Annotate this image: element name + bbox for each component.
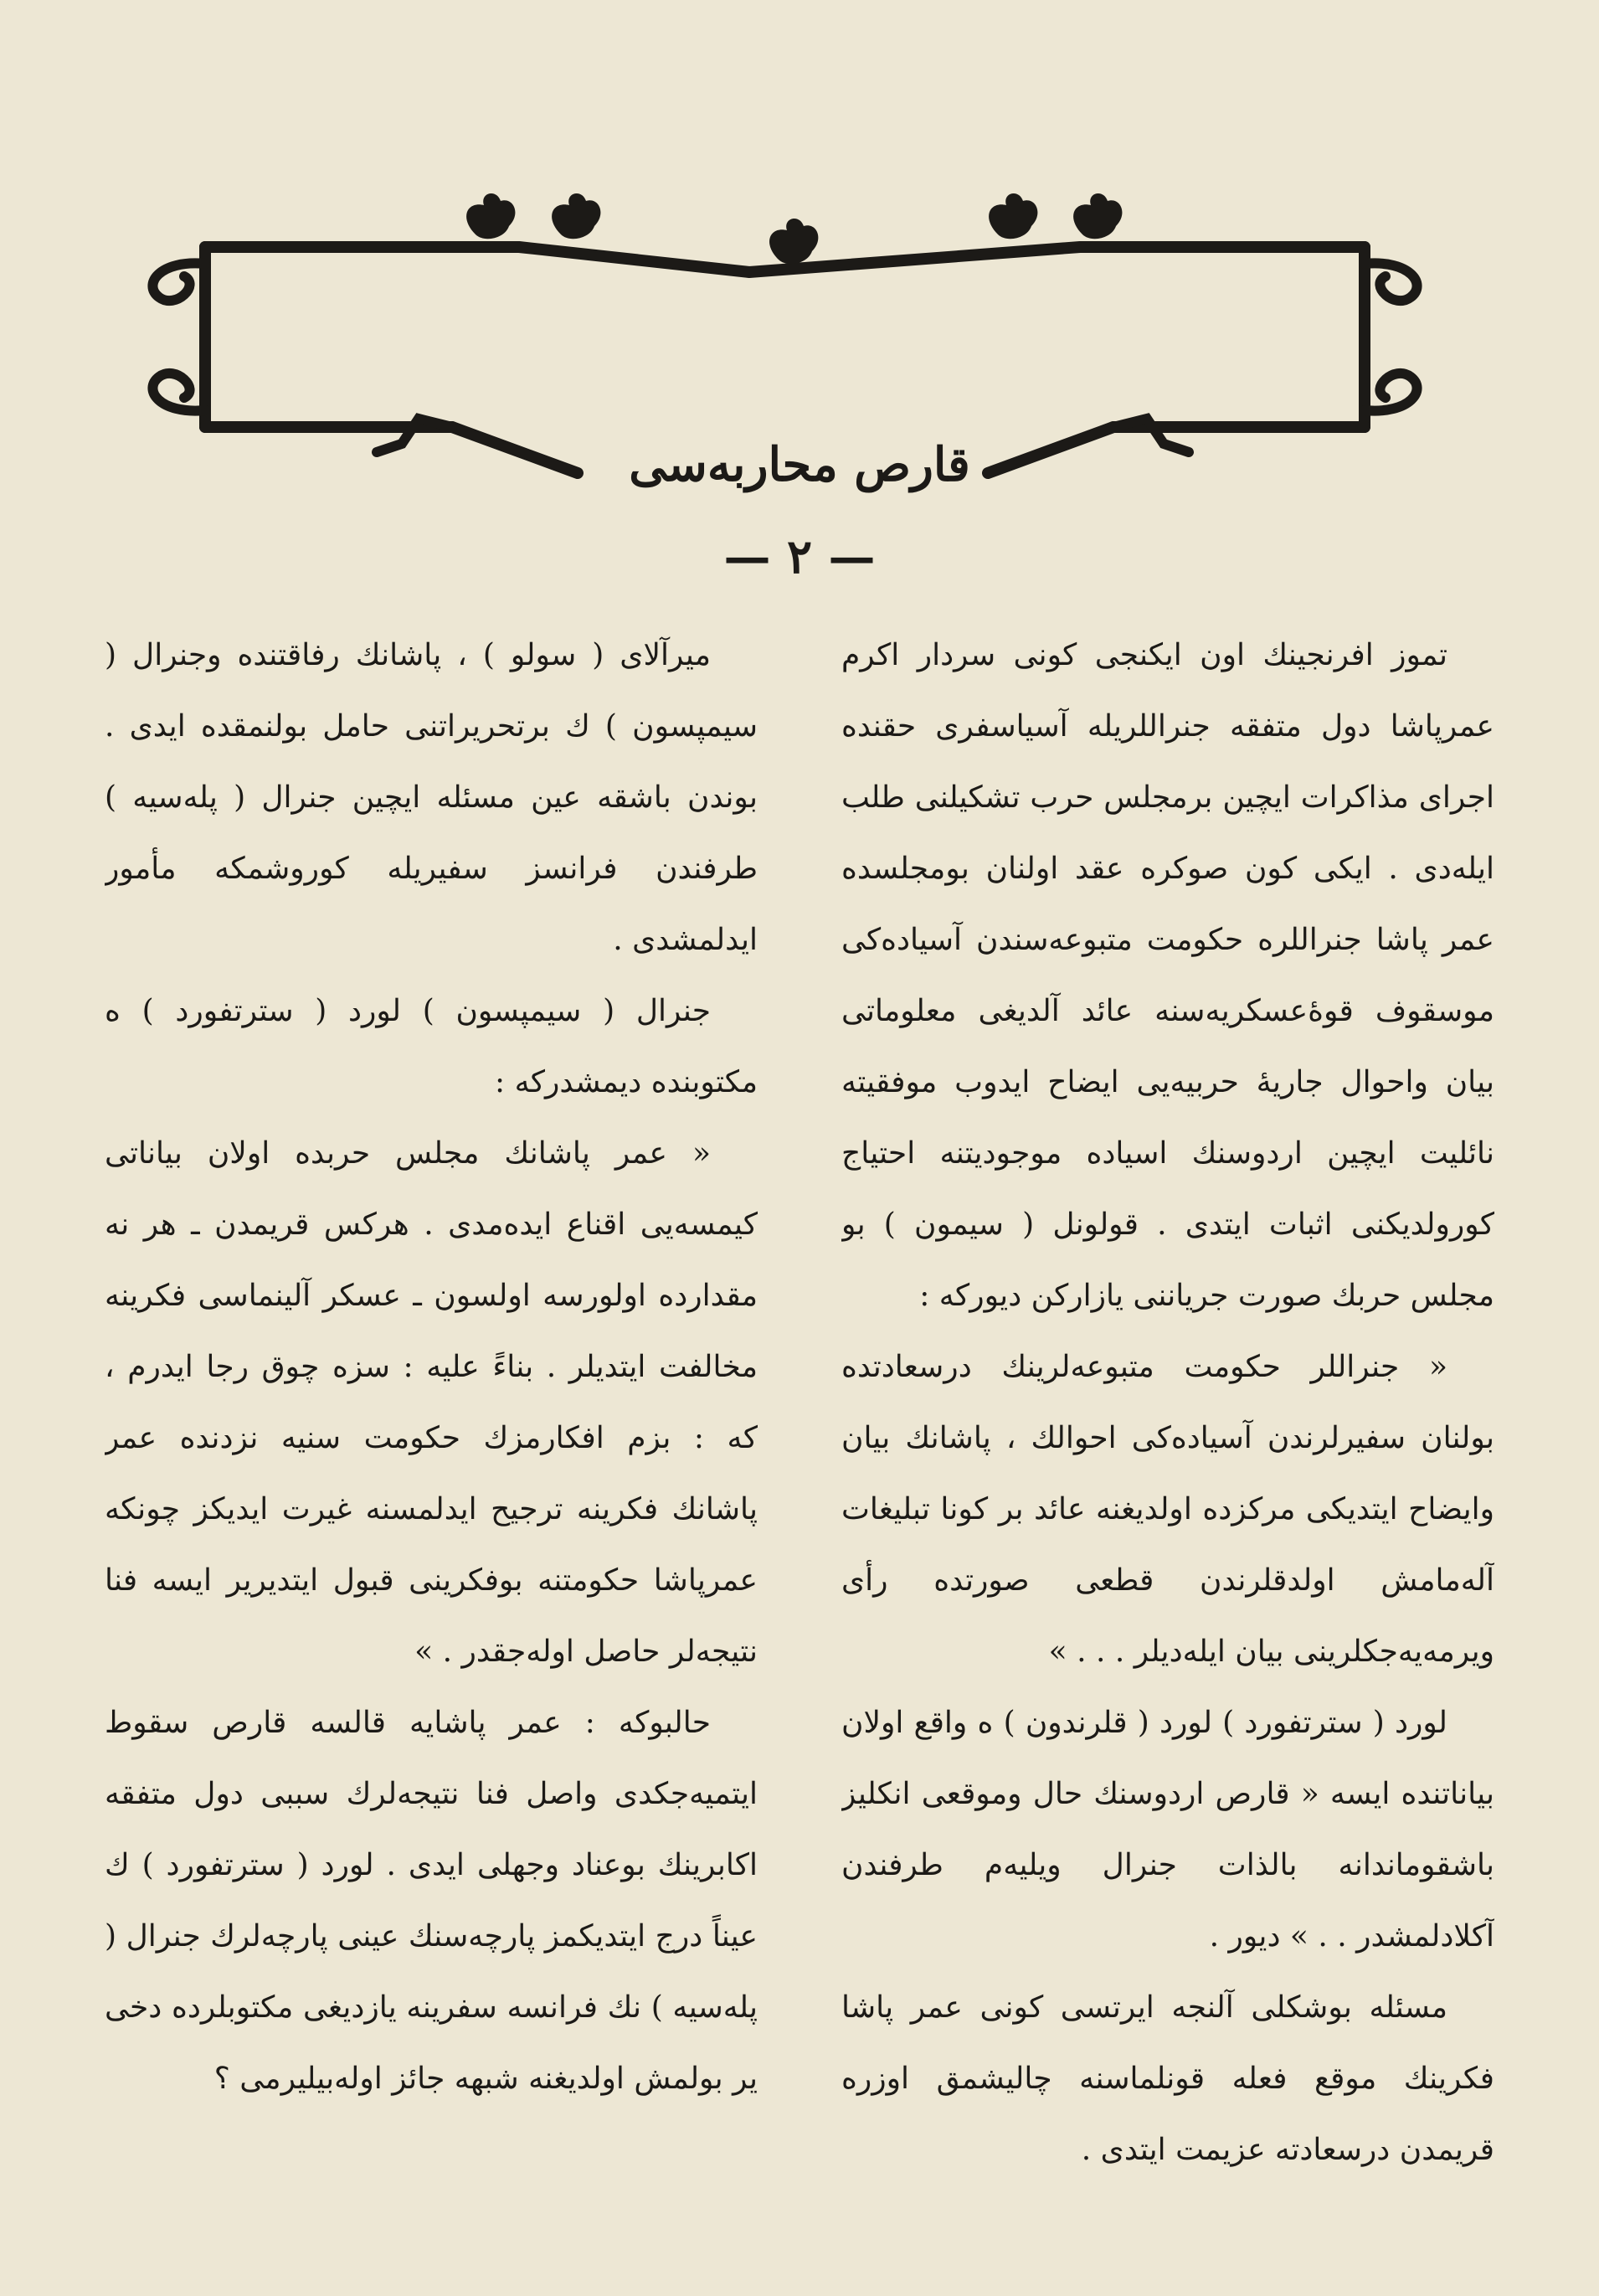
text-column-right (841, 620, 1494, 2236)
text-column-left (105, 620, 758, 2236)
paragraph: لورد ( سترتفورد ) لورد ( قلرندون ) ه واقع اولان بیاناتنده ایسه « قارص اردوسنك حال وموقعی انكلیز باشقوماندانه بالذات جنرال ویلیه‌م طرفندن آكلادلمشدر . . » دیور . (841, 1706, 1494, 1954)
paragraph: میرآلای ( سولو ) ، پاشانك رفاقتنده وجنرال ( سیمپسون ) ك برتحریراتنی حامل بولنمقده ایدی . بوندن باشقه عین مسئله ایچین جنرال ( پله‌سیه ) طرفندن فرانسز سفیریله كوروشمكه مأمور ایدلمشدی . (105, 638, 758, 957)
part-number: — ٢ — (723, 529, 876, 584)
paragraph: « عمر پاشانك مجلس حربده اولان بیاناتی كیمسه‌یی اقناع ایده‌مدی . هركس قریمدن ـ هر نه مقدارده اولورسه اولسون ـ عسكر آلینماسی فكرینه مخالفت ایتدیلر . بناءً علیه : سزه چوق رجا ایدرم ، كه : بزم افكارمزك حكومت سنیه نزدنده عمر پاشانك فكرینه ترجیح ایدلمسنه غیرت ایدیكز چونكه عمرپاشا حكومتنه بوفكرینی قبول ایتدیریر ایسه فنا نتیجه‌لر حاصل اوله‌جقدر . » (105, 1136, 758, 1669)
paragraph: جنرال ( سیمپسون ) لورد ( سترتفورد ) ه مكتوبنده دیمشدركه : (105, 994, 758, 1099)
article-title: قارص محاربه‌سی (629, 437, 970, 492)
leaf-ornament-icon-2 (552, 193, 600, 239)
leaf-ornament-icon-4 (989, 193, 1037, 239)
leaf-ornament-icon-5 (1073, 193, 1122, 239)
leaf-ornament-icon-3 (769, 219, 818, 264)
paragraph: حالبوكه : عمر پاشایه قالسه قارص سقوط ایتمیه‌جكدی واصل فنا نتیجه‌لرك سببی دول متفقه اكابرینك بوعناد وجهلی ایدی . لورد ( سترتفورد ) ك عیناً درج ایتدیكمز پارچه‌سنك عینی پارچه‌لرك جنرال ( پله‌سیه ) نك فرانسه سفرینه یازدیغی مكتوبلرده دخی یر بولمش اولدیغنه شبهه جائز اوله‌بیلیرمی ؟ (105, 1706, 758, 2096)
paragraph: تموز افرنجینك اون ایكنجی كونی سردار اكرم عمرپاشا دول متفقه جنراللریله آسیاسفری حقنده اجرای مذاكرات ایچین برمجلس حرب تشكیلنی طلب ایله‌دی . ایكی كون صوكره عقد اولنان بومجلسده عمر پاشا جنراللره حكومت متبوعه‌سندن آسیاده‌كی موسقوف قوۀعسكریه‌سنه عائد آلدیغی معلوماتی بیان واحوال جاریۀ حربیه‌یی ایضاح ایدوب موفقیته نائلیت ایچین اردوسنك اسیاده موجودیتنه احتیاج كورولدیكنی اثبات ایتدی . قولونل ( سیمون ) بو مجلس حربك صورت جریاننی یازاركن دیوركه : (841, 638, 1494, 1313)
leaf-ornament-icon-1 (466, 193, 515, 239)
paragraph: « جنراللر حكومت متبوعه‌لرینك درسعادتده بولنان سفیرلرندن آسیاده‌كی احوالك ، پاشانك بیان وایضاح ایتدیكی مركزده اولدیغنه عائد بر كونا تبلیغات آله‌مامش اولدقلرندن قطعی صورتده رأی ویرمه‌یه‌جكلرینی بیان ایله‌دیلر . . . » (841, 1350, 1494, 1669)
paragraph: مسئله بوشكلی آلنجه ایرتسی كونی عمر پاشا فكرینك موقع فعله قونلماسنه چالیشمق اوزره قریمدن درسعادته عزیمت ایتدی . (841, 1990, 1494, 2167)
